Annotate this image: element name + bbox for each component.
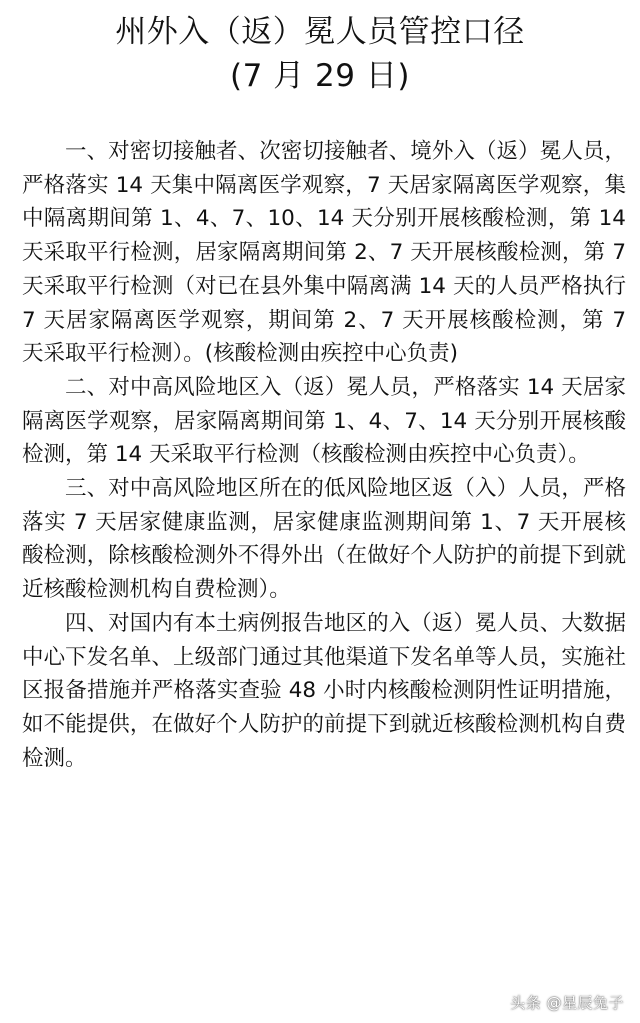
paragraph-2: 二、对中高风险地区入（返）冕人员，严格落实 14 天居家隔离医学观察，居家隔离期间第 1、4、7、14 天分别开展核酸检测，第 14 天采取平行检测（核酸检测由疾控中心负责）。 [22,374,626,468]
paragraph-3: 三、对中高风险地区所在的低风险地区返（入）人员，严格落实 7 天居家健康监测，居家健康监测期间第 1、7 天开展核酸检测，除核酸检测外不得外出（在做好个人防护的前提下到就近核酸检测机构自费检测）。 [22,476,626,603]
document-date: (7 月 29 日) [230,58,410,94]
paragraph-4: 四、对国内有本土病例报告地区的入（返）冕人员、大数据中心下发名单、上级部门通过其他渠道下发名单等人员，实施社区报备措施并严格落实查验 48 小时内核酸检测阴性证明措施，如不能提供，在做好个人防护的前提下到就近核酸检测机构自费检测。 [22,610,626,771]
document-header [0,10,640,98]
watermark: 头条 @星辰兔子 [510,994,624,1012]
document-title: 州外入（返）冕人员管控口径 [115,14,525,50]
document-body [22,135,626,775]
paragraph-1: 一、对密切接触者、次密切接触者、境外入（返）冕人员，严格落实 14 天集中隔离医学观察，7 天居家隔离医学观察，集中隔离期间第 1、4、7、10、14 天分别开展核酸检测，第 14 天采取平行检测，居家隔离期间第 2、7 天开展核酸检测，第 7 天采取平行检测（对已在县外集中隔离满 14 天的人员严格执行 7 天居家隔离医学观察，期间第 2、7 天开展核酸检测，第 7 天采取平行检测）。(核酸检测由疾控中心负责) [22,139,626,367]
